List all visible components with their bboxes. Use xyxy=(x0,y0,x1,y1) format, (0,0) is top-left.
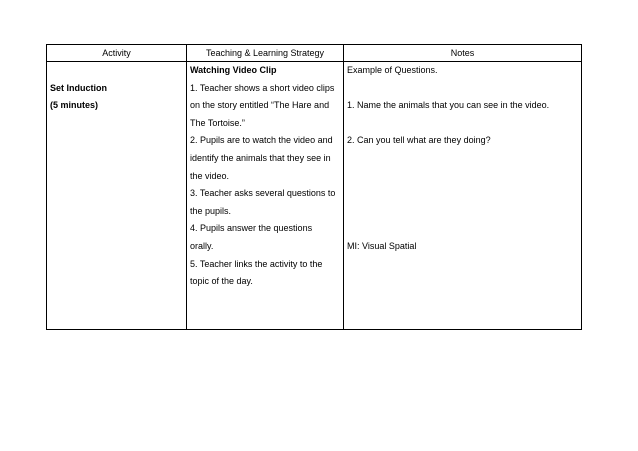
notes-mi: MI: Visual Spatial xyxy=(347,240,417,251)
strategy-line: 1. Teacher shows a short video clips xyxy=(190,82,335,93)
header-activity: Activity xyxy=(47,45,187,62)
lesson-plan-table xyxy=(46,44,582,330)
table-row xyxy=(47,62,582,330)
strategy-line: the video. xyxy=(190,170,230,181)
activity-duration: (5 minutes) xyxy=(50,100,99,111)
strategy-line: orally. xyxy=(190,240,214,251)
strategy-line: the pupils. xyxy=(190,205,232,216)
strategy-cell xyxy=(187,62,344,330)
header-strategy: Teaching & Learning Strategy xyxy=(187,45,344,62)
header-notes: Notes xyxy=(344,45,582,62)
strategy-heading: Watching Video Clip xyxy=(190,65,277,75)
strategy-line: The Tortoise.” xyxy=(190,117,245,128)
strategy-line: 4. Pupils answer the questions xyxy=(190,223,313,234)
activity-name: Set Induction xyxy=(50,82,107,93)
strategy-line: on the story entitled “The Hare and xyxy=(190,100,330,111)
notes-question-2: 2. Can you tell what are they doing? xyxy=(347,135,491,146)
notes-cell xyxy=(344,62,582,330)
strategy-line: identify the animals that they see in xyxy=(190,152,331,163)
activity-cell xyxy=(47,62,187,330)
strategy-line: 5. Teacher links the activity to the xyxy=(190,258,323,269)
strategy-line: 3. Teacher asks several questions to xyxy=(190,188,336,199)
header-row xyxy=(47,45,582,62)
strategy-line: 2. Pupils are to watch the video and xyxy=(190,135,333,146)
notes-heading: Example of Questions. xyxy=(347,65,438,75)
strategy-line: topic of the day. xyxy=(190,276,253,287)
notes-question-1: 1. Name the animals that you can see in the video. xyxy=(347,100,550,111)
